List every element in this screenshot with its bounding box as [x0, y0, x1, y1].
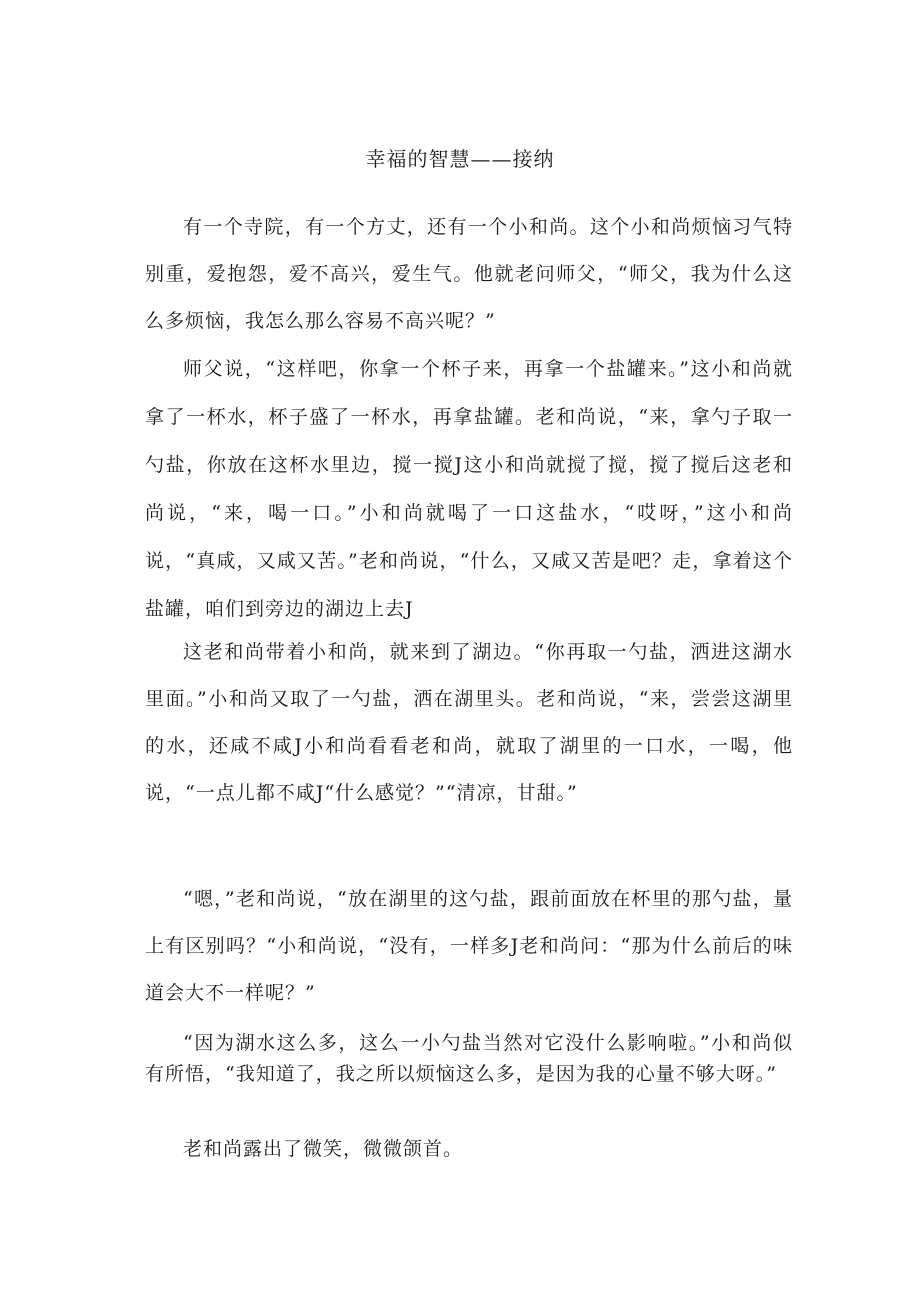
- paragraph: “嗯，”老和尚说，“放在湖里的这勺盐，跟前面放在杯里的那勺盐，量上有区别吗？“小和尚说，“没有，一样多J老和尚问：“那为什么前后的味道会大不一样呢？”: [145, 888, 793, 1004]
- page-title: 幸福的智慧——接纳: [365, 147, 555, 171]
- paragraph: “因为湖水这么多，这么一小勺盐当然对它没什么影响啦。”小和尚似有所悟，“我知道了，我之所以烦恼这么多，是因为我的心量不够大呀。”: [145, 1032, 793, 1085]
- paragraph: 师父说，“这样吧，你拿一个杯子来，再拿一个盐罐来。”这小和尚就拿了一杯水，杯子盛了一杯水，再拿盐罐。老和尚说，“来，拿勺子取一勺盐，你放在这杯水里边，搅一搅J这小和尚就搅了搅，搅了搅后这老和尚说，“来，喝一口。”小和尚就喝了一口这盐水，“哎呀，”这小和尚说，“真咸，又咸又苦。”老和尚说，“什么，又咸又苦是吧？走，拿着这个盐罐，咱们到旁边的湖边上去J: [145, 358, 793, 620]
- paragraph: 老和尚露出了微笑，微微颌首。: [183, 1138, 464, 1160]
- paragraph: 这老和尚带着小和尚，就来到了湖边。“你再取一勺盐，洒进这湖水里面。”小和尚又取了一勺盐，洒在湖里头。老和尚说，“来，尝尝这湖里的水，还咸不咸J小和尚看看老和尚，就取了湖里的一口水，一喝，他说，“一点儿都不咸J“什么感觉？”“清凉，甘甜。”: [145, 641, 793, 804]
- paragraph: 有一个寺院，有一个方丈，还有一个小和尚。这个小和尚烦恼习气特别重，爱抱怨，爱不高兴，爱生气。他就老问师父，“师父，我为什么这么多烦恼，我怎么那么容易不高兴呢？”: [145, 216, 793, 332]
